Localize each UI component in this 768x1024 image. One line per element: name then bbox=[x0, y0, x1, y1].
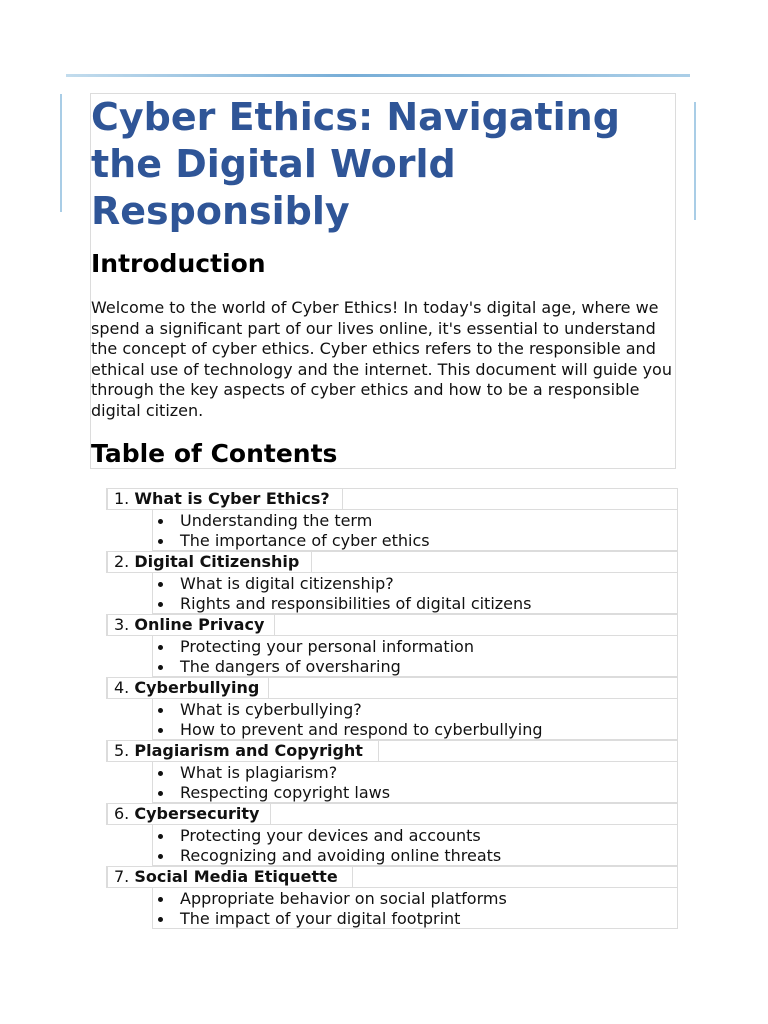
toc-subsection-item: How to prevent and respond to cyberbullying bbox=[180, 720, 543, 739]
toc-section-number: 6. bbox=[114, 804, 130, 823]
bullet-icon bbox=[158, 645, 163, 650]
toc-section-label: Social Media Etiquette bbox=[134, 867, 338, 886]
toc-subsection-item: The importance of cyber ethics bbox=[180, 531, 430, 550]
toc-section-row bbox=[106, 677, 678, 699]
toc-section-row bbox=[106, 740, 678, 762]
toc-section-row bbox=[106, 614, 678, 636]
bullet-icon bbox=[158, 519, 163, 524]
toc-section-row bbox=[106, 488, 678, 510]
toc-subsection-item: What is digital citizenship? bbox=[180, 574, 394, 593]
toc-section-number: 5. bbox=[114, 741, 130, 760]
toc-section-label: Cybersecurity bbox=[134, 804, 260, 823]
left-decorative-rule bbox=[60, 94, 62, 212]
toc-section-number: 7. bbox=[114, 867, 130, 886]
toc-section-row bbox=[106, 551, 678, 573]
toc-section-cell bbox=[107, 866, 353, 888]
toc-section-row bbox=[106, 803, 678, 825]
bullet-icon bbox=[158, 917, 163, 922]
toc-section-number: 4. bbox=[114, 678, 130, 697]
bullet-icon bbox=[158, 791, 163, 796]
toc-subsection-item: Appropriate behavior on social platforms bbox=[180, 889, 507, 908]
bullet-icon bbox=[158, 771, 163, 776]
bullet-icon bbox=[158, 602, 163, 607]
bullet-icon bbox=[158, 582, 163, 587]
toc-section-cell bbox=[107, 551, 312, 573]
top-decorative-rule bbox=[66, 74, 690, 77]
toc-section-label: What is Cyber Ethics? bbox=[134, 489, 330, 508]
toc-subsection-item: The impact of your digital footprint bbox=[180, 909, 461, 928]
bullet-icon bbox=[158, 708, 163, 713]
bullet-icon bbox=[158, 539, 163, 544]
toc-subsection-item: What is plagiarism? bbox=[180, 763, 338, 782]
toc-subsection-item: Recognizing and avoiding online threats bbox=[180, 846, 502, 865]
toc-section-label: Cyberbullying bbox=[134, 678, 260, 697]
toc-subsection-item: Understanding the term bbox=[180, 511, 373, 530]
toc-section-number: 2. bbox=[114, 552, 130, 571]
bullet-icon bbox=[158, 728, 163, 733]
toc-subsection-item: Protecting your personal information bbox=[180, 637, 474, 656]
bullet-icon bbox=[158, 834, 163, 839]
bullet-icon bbox=[158, 665, 163, 670]
toc-section-cell bbox=[107, 803, 271, 825]
toc-section-cell bbox=[107, 740, 379, 762]
introduction-paragraph: Welcome to the world of Cyber Ethics! In today's digital age, where we spend a significant part of our lives online, it's essential to understand the concept of cyber ethics. Cyber ethics refers to the responsible and ethical use of technology and the internet. This document will guide you through the key aspects of cyber ethics and how to be a responsible digital citizen. bbox=[91, 298, 672, 420]
right-decorative-rule bbox=[694, 102, 696, 220]
toc-section-row bbox=[106, 866, 678, 888]
toc-section-cell bbox=[107, 677, 269, 699]
toc-section-number: 1. bbox=[114, 489, 130, 508]
toc-section-label: Plagiarism and Copyright bbox=[134, 741, 363, 760]
toc-subsection-item: The dangers of oversharing bbox=[180, 657, 401, 676]
toc-section-number: 3. bbox=[114, 615, 130, 634]
toc-heading: Table of Contents bbox=[91, 439, 338, 468]
bullet-icon bbox=[158, 897, 163, 902]
introduction-heading: Introduction bbox=[91, 249, 266, 278]
toc-subsection-item: Rights and responsibilities of digital citizens bbox=[180, 594, 532, 613]
document-title: Cyber Ethics: Navigating the Digital World Responsibly bbox=[91, 95, 620, 233]
toc-section-label: Online Privacy bbox=[134, 615, 265, 634]
toc-section-label: Digital Citizenship bbox=[134, 552, 300, 571]
toc-subsection-item: What is cyberbullying? bbox=[180, 700, 362, 719]
toc-subsection-item: Respecting copyright laws bbox=[180, 783, 391, 802]
bullet-icon bbox=[158, 854, 163, 859]
toc-subsection-item: Protecting your devices and accounts bbox=[180, 826, 481, 845]
toc-section-cell bbox=[107, 614, 275, 636]
toc-section-cell bbox=[107, 488, 343, 510]
